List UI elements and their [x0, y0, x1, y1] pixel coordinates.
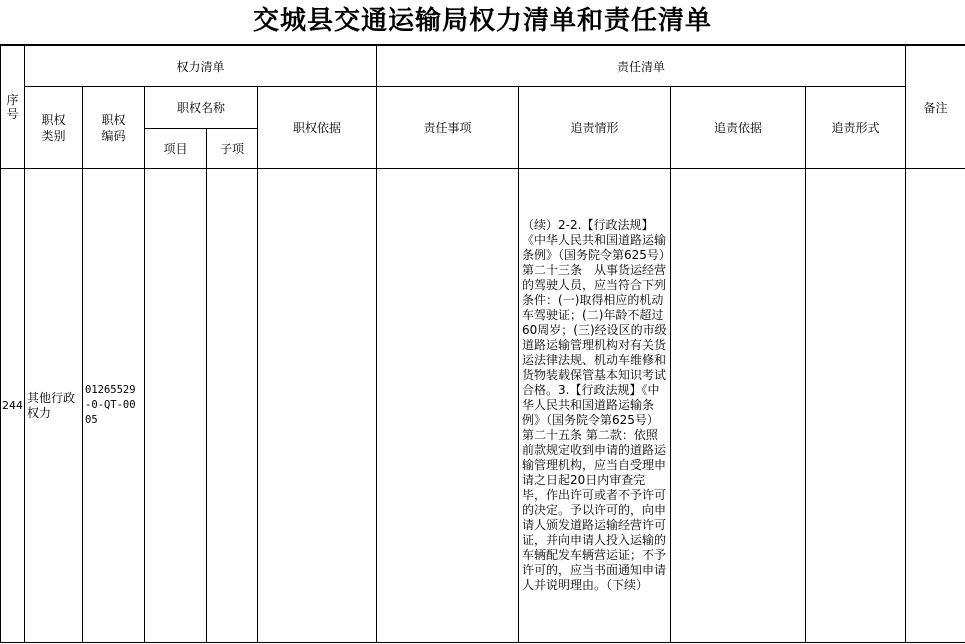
cell-category-text: 其他行政权力 [27, 390, 76, 420]
header-power-code [83, 87, 145, 169]
cell-remarks [906, 169, 965, 643]
header-power-basis: 职权依据 [258, 87, 377, 169]
header-accountability-form: 追责形式 [806, 87, 906, 169]
header-sub-item: 子项 [207, 129, 258, 169]
page-title: 交城县交通运输局权力清单和责任清单 [0, 0, 965, 45]
header-item: 项目 [145, 129, 207, 169]
header-seq-label: 序号 [6, 93, 19, 121]
cell-accountability-form [806, 169, 906, 643]
cell-code [83, 169, 145, 643]
cell-accountability-basis [671, 169, 806, 643]
header-responsibility-list: 责任清单 [377, 46, 906, 87]
cell-sub-item [207, 169, 258, 643]
cell-category [25, 169, 83, 643]
cell-code-text: 01265529-0-QT-0005 [85, 384, 136, 426]
cell-responsibility-item [377, 169, 519, 643]
cell-accountability-situation [519, 169, 671, 643]
header-power-category-label: 职权类别 [41, 112, 66, 143]
header-accountability-basis: 追责依据 [671, 87, 806, 169]
power-responsibility-table [0, 45, 965, 643]
header-accountability-situation: 追责情形 [519, 87, 671, 169]
table-row [1, 169, 965, 643]
header-responsibility-item: 责任事项 [377, 87, 519, 169]
header-power-name: 职权名称 [145, 87, 258, 129]
cell-seq: 244 [1, 169, 25, 643]
cell-basis [258, 169, 377, 643]
header-power-code-label: 职权编码 [101, 112, 126, 143]
header-seq [1, 46, 25, 169]
header-power-list: 权力清单 [25, 46, 377, 87]
header-remarks: 备注 [906, 46, 965, 169]
cell-item [145, 169, 207, 643]
header-power-category [25, 87, 83, 169]
cell-situation-text: （续）2-2.【行政法规】《中华人民共和国道路运输条例》（国务院令第625号）第二十三条 从事货运经营的驾驶人员，应当符合下列条件：(一)取得相应的机动车驾驶证；(二)年龄不超过60周岁；(三)经设区的市级道路运输管理机构对有关货运法律法规、机动车维修和货物装载保管基本知识考试合格。3.【行政法规】《中华人民共和国道路运输条例》（国务院令第625号）第二十五条 第二款：依照前款规定收到申请的道路运输管理机构，应当自受理申请之日起20日内审查完毕，作出许可或者不予许可的决定。予以许可的，向申请人颁发道路运输经营许可证，并向申请人投入运输的车辆配发车辆营运证；不予许可的，应当书面通知申请人并说明理由。（下续） [522, 218, 667, 592]
